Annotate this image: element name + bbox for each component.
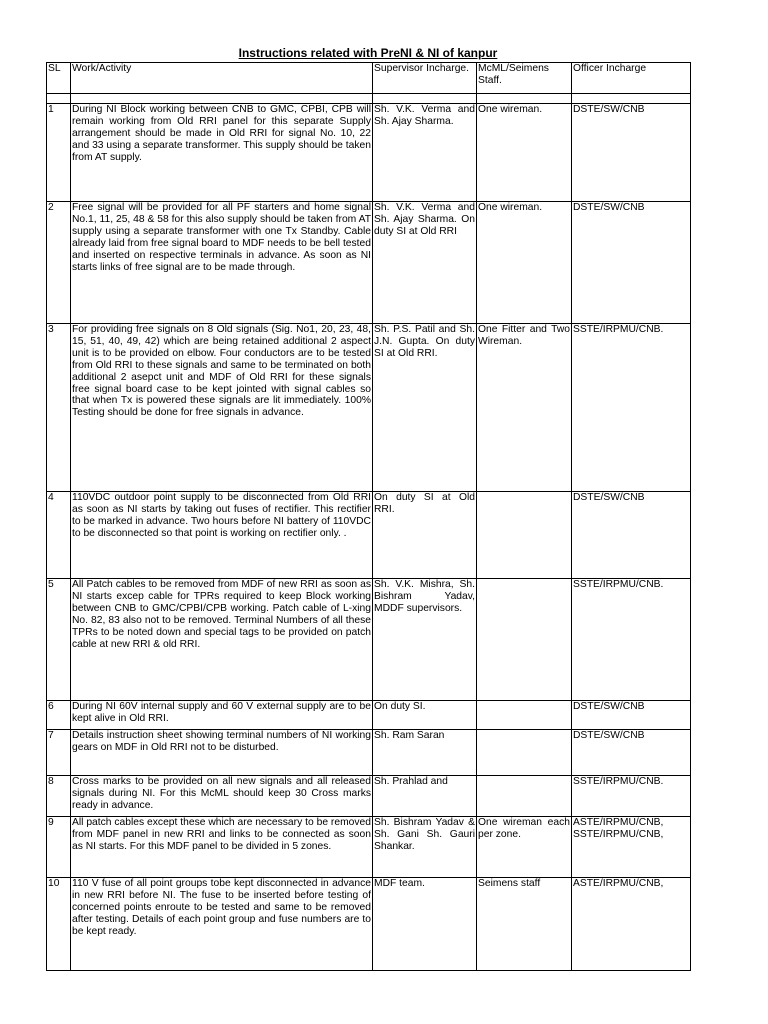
spacer-cell xyxy=(477,94,572,104)
table-row xyxy=(47,492,691,579)
table-spacer-row xyxy=(47,94,691,104)
row-mcml: Seimens staff xyxy=(477,878,572,971)
row-officer xyxy=(572,817,691,878)
row-officer: DSTE/SW/CNB xyxy=(572,202,691,324)
row-sl: 4 xyxy=(47,492,71,579)
row-supervisor: Sh. Ram Saran xyxy=(373,730,477,776)
row-officer: DSTE/SW/CNB xyxy=(572,492,691,579)
row-sl: 7 xyxy=(47,730,71,776)
row-sl: 9 xyxy=(47,817,71,878)
row-officer: ASTE/IRPMU/CNB, xyxy=(572,878,691,971)
row-officer-line: SSTE/IRPMU/CNB, xyxy=(573,828,664,840)
row-mcml: One wireman each per zone. xyxy=(477,817,572,878)
row-mcml: One wireman. xyxy=(477,104,572,202)
table-row xyxy=(47,202,691,324)
row-officer: DSTE/SW/CNB xyxy=(572,730,691,776)
table-row xyxy=(47,730,691,776)
row-mcml: One wireman. xyxy=(477,202,572,324)
row-work: During NI Block working between CNB to GMC, CPBI, CPB will remain working from Old RRI panel for this separate Supply arrangement should be made in Old RRI for signal No. 10, 22 and 33 using a separate transformer. This supply should be taken from AT supply. xyxy=(71,104,373,202)
table-row xyxy=(47,104,691,202)
row-supervisor: On duty SI. xyxy=(373,701,477,730)
row-work: All patch cables except these which are necessary to be removed from MDF panel in new RRI and links to be connected as soon as NI starts. For this MDF panel to be divided in 5 zones. xyxy=(71,817,373,878)
row-mcml: One Fitter and Two Wireman. xyxy=(477,324,572,492)
spacer-cell xyxy=(47,94,71,104)
row-work: All Patch cables to be removed from MDF of new RRI as soon as NI starts excep cable for TPRs required to keep Block working between CNB to GMC/CPBI/CPB working. Patch cable of L-xing No. 82, 83 also not to be removed. Terminal Numbers of all these TPRs to be noted down and special tags to be provided on patch cable at new RRI & old RRI. xyxy=(71,579,373,701)
header-sl: SL xyxy=(47,63,71,94)
header-officer: Officer Incharge xyxy=(572,63,691,94)
row-supervisor: Sh. P.S. Patil and Sh. J.N. Gupta. On duty SI at Old RRI. xyxy=(373,324,477,492)
table-row xyxy=(47,776,691,817)
spacer-cell xyxy=(71,94,373,104)
table-row xyxy=(47,817,691,878)
row-sl: 10 xyxy=(47,878,71,971)
header-supervisor: Supervisor Incharge. xyxy=(373,63,477,94)
row-officer: DSTE/SW/CNB xyxy=(572,701,691,730)
row-officer: SSTE/IRPMU/CNB. xyxy=(572,579,691,701)
row-officer-line: ASTE/IRPMU/CNB, xyxy=(573,817,664,828)
row-sl: 6 xyxy=(47,701,71,730)
row-mcml xyxy=(477,701,572,730)
row-work: Details instruction sheet showing terminal numbers of NI working gears on MDF in Old RRI not to be disturbed. xyxy=(71,730,373,776)
row-supervisor: On duty SI at Old RRI. xyxy=(373,492,477,579)
row-mcml xyxy=(477,776,572,817)
row-supervisor: Sh. V.K. Mishra, Sh. Bishram Yadav, MDDF supervisors. xyxy=(373,579,477,701)
row-mcml xyxy=(477,492,572,579)
instructions-table xyxy=(46,62,691,971)
table-row xyxy=(47,878,691,971)
row-sl: 1 xyxy=(47,104,71,202)
row-supervisor: Sh. Bishram Yadav & Sh. Gani Sh. Gauri Shankar. xyxy=(373,817,477,878)
row-officer: SSTE/IRPMU/CNB. xyxy=(572,776,691,817)
row-sl: 3 xyxy=(47,324,71,492)
row-sl: 2 xyxy=(47,202,71,324)
table-row xyxy=(47,701,691,730)
row-supervisor: Sh. V.K. Verma and Sh. Ajay Sharma. xyxy=(373,104,477,202)
row-officer: DSTE/SW/CNB xyxy=(572,104,691,202)
spacer-cell xyxy=(572,94,691,104)
table-row xyxy=(47,324,691,492)
table-row xyxy=(47,579,691,701)
row-work: During NI 60V internal supply and 60 V external supply are to be kept alive in Old RRI. xyxy=(71,701,373,730)
row-work: Cross marks to be provided on all new signals and all released signals during NI. For this McML should keep 30 Cross marks ready in advance. xyxy=(71,776,373,817)
header-work: Work/Activity xyxy=(71,63,373,94)
row-mcml xyxy=(477,730,572,776)
row-supervisor: Sh. Prahlad and xyxy=(373,776,477,817)
row-work: 110VDC outdoor point supply to be disconnected from Old RRI as soon as NI starts by taking out fuses of rectifier. This rectifier to be marked in advance. Two hours before NI battery of 110VDC to be disconnected so that point is working on rectifier only. . xyxy=(71,492,373,579)
row-work: 110 V fuse of all point groups tobe kept disconnected in advance in new RRI before NI. The fuse to be inserted before testing of concerned points enroute to be tested and same to be removed after testing. Details of each point group and fuse numbers are to be kept ready. xyxy=(71,878,373,971)
row-sl: 8 xyxy=(47,776,71,817)
header-mcml: McML/Seimens Staff. xyxy=(477,63,572,94)
row-mcml xyxy=(477,579,572,701)
row-supervisor: MDF team. xyxy=(373,878,477,971)
row-supervisor: Sh. V.K. Verma and Sh. Ajay Sharma. On duty SI at Old RRI xyxy=(373,202,477,324)
spacer-cell xyxy=(373,94,477,104)
document-title: Instructions related with PreNI & NI of kanpur xyxy=(238,46,498,60)
row-work: Free signal will be provided for all PF starters and home signal No.1, 11, 25, 48 & 58 for this also supply should be taken from AT supply using a separate transformer with one Tx Standby. Cable already laid from free signal board to MDF needs to be bell tested and inserted on respective terminals in advance. As soon as NI starts links of free signal are to be made through. xyxy=(71,202,373,324)
table-header-row xyxy=(47,63,691,94)
row-officer: SSTE/IRPMU/CNB. xyxy=(572,324,691,492)
row-sl: 5 xyxy=(47,579,71,701)
row-work: For providing free signals on 8 Old signals (Sig. No1, 20, 23, 48, 15, 51, 40, 49, 42) which are being retained additional 2 aspect unit is to be provided on elbow. Four conductors are to be tested from Old RRI to these signals and same to be terminated on both additional 2 asepct unit and MDF of Old RRI for these signals free signal board case to be kept jointed with signal cables so that when Tx is powered these signals are lit immediately. 100% Testing should be done for free signals in advance. xyxy=(71,324,373,492)
